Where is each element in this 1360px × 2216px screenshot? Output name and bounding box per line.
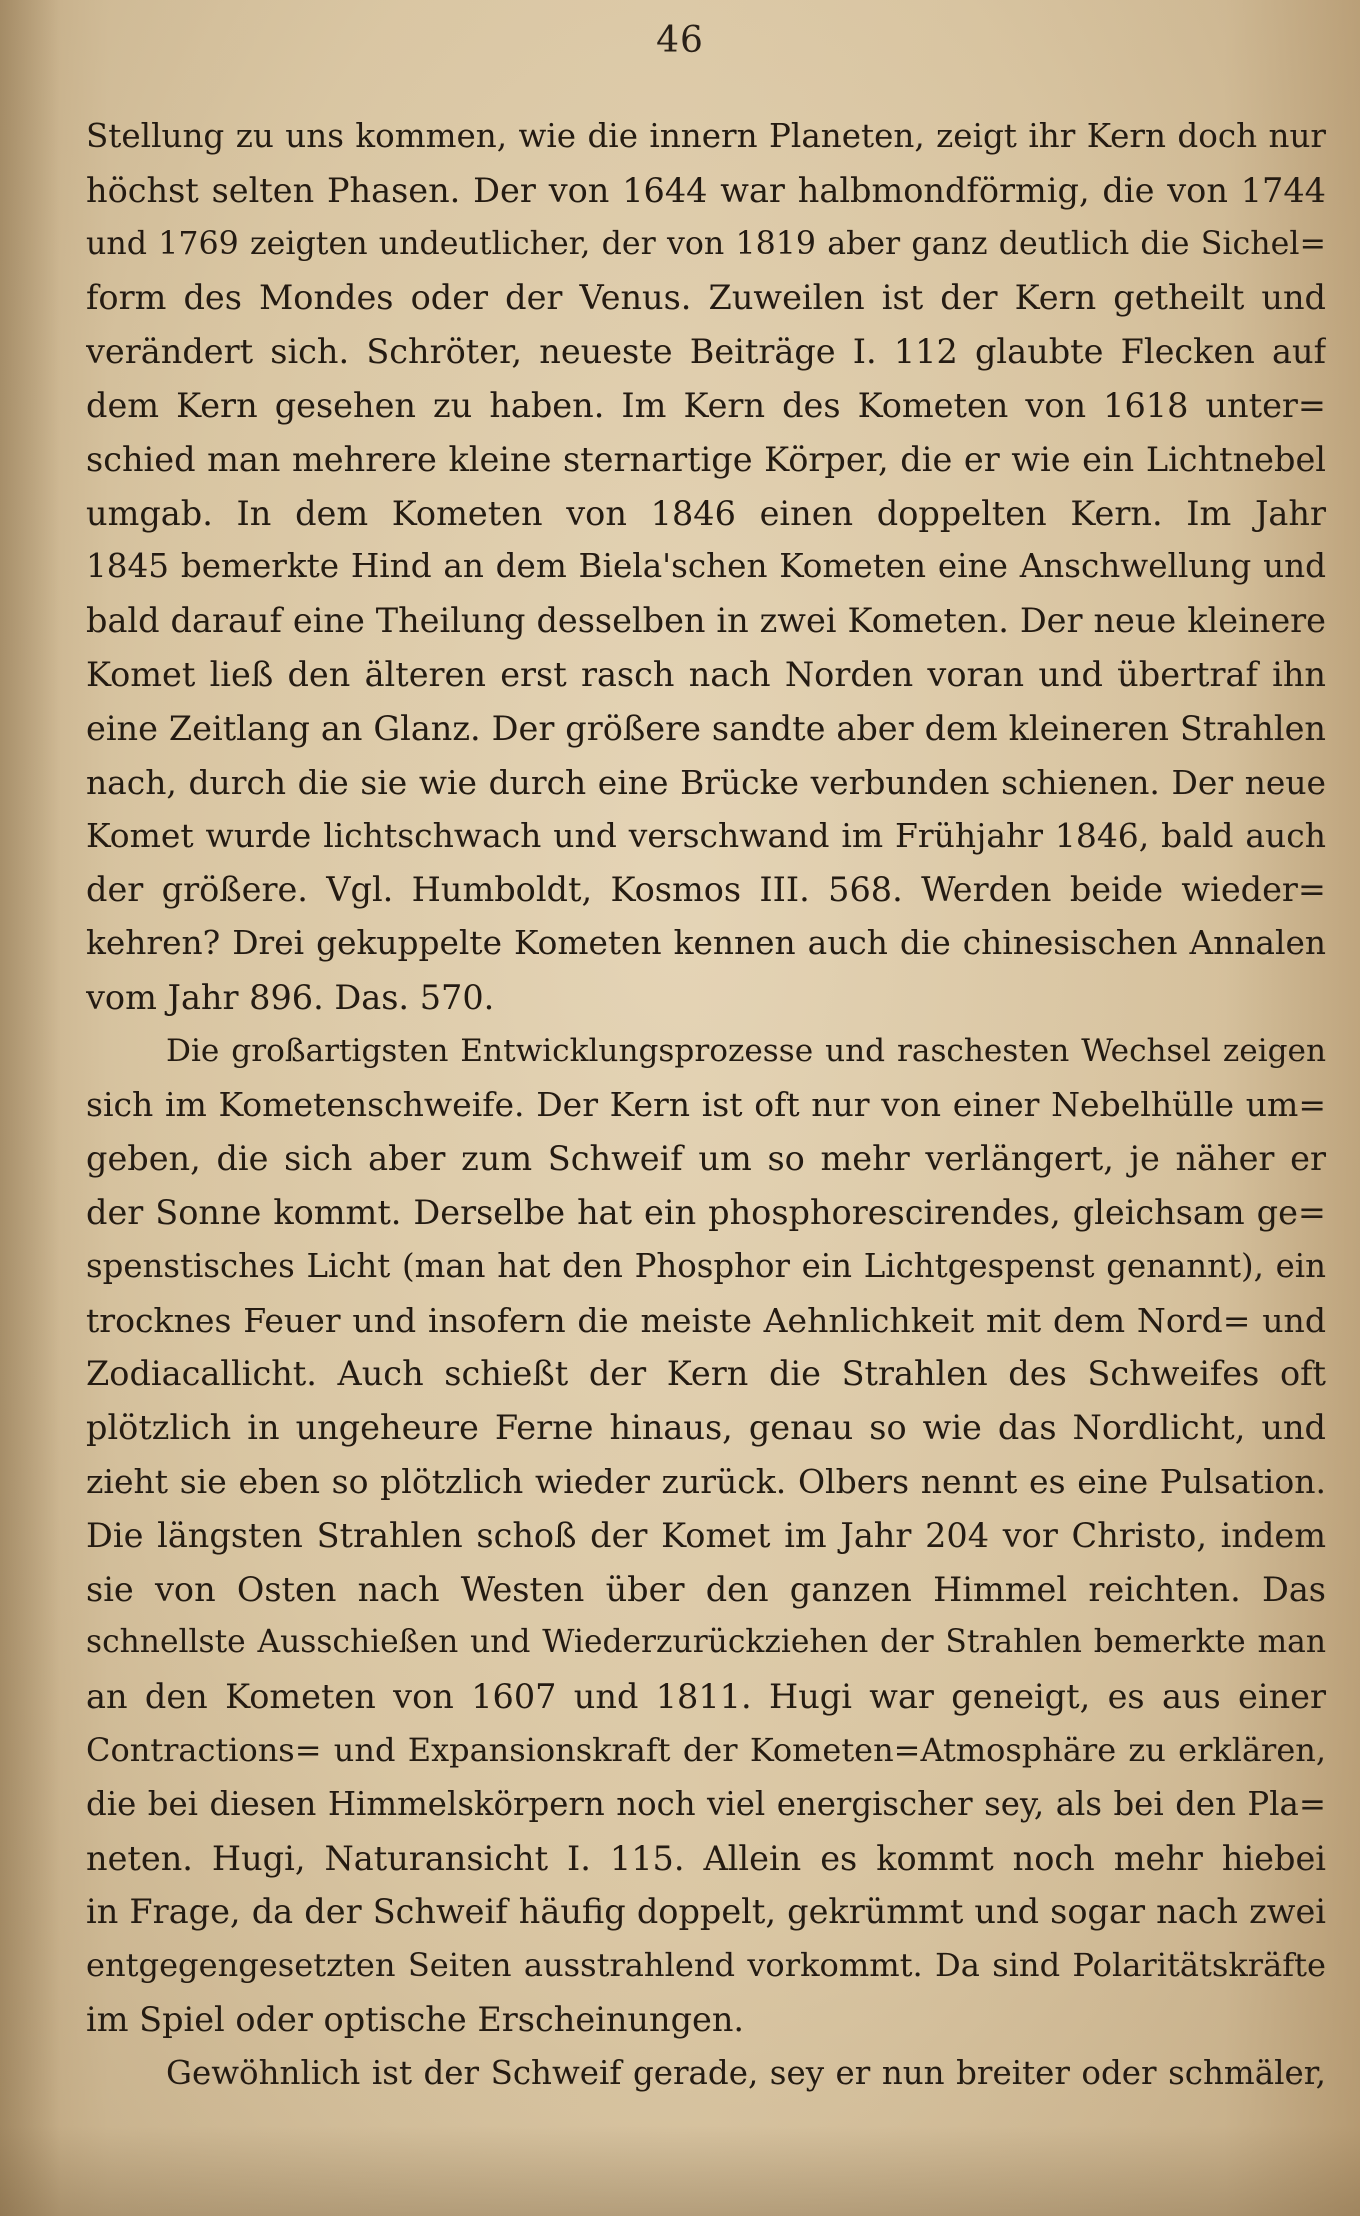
page-number: 46 bbox=[656, 20, 704, 61]
spine-shadow bbox=[0, 0, 60, 2216]
text-line: Zodiacallicht. Auch schießt der Kern die Strahlen des Schweifes oft bbox=[86, 1354, 1326, 1394]
text-line: dem Kern gesehen zu haben. Im Kern des Kometen von 1618 unter= bbox=[86, 385, 1326, 425]
text-line: 1845 bemerkte Hind an dem Biela'schen Kometen eine Anschwellung und bbox=[86, 547, 1326, 586]
text-line: verändert sich. Schröter, neueste Beiträge I. 112 glaubte Flecken auf bbox=[86, 332, 1326, 372]
text-line: schnellste Ausschießen und Wiederzurückziehen der Strahlen bemerkte man bbox=[86, 1624, 1326, 1661]
text-line: Die längsten Strahlen schoß der Komet im Jahr 204 vor Christo, indem bbox=[86, 1515, 1326, 1555]
text-line: kehren? Drei gekuppelte Kometen kennen auch die chinesischen Annalen bbox=[86, 923, 1326, 962]
text-line: höchst selten Phasen. Der von 1644 war halbmondförmig, die von 1744 bbox=[86, 170, 1326, 210]
text-line: trocknes Feuer und insofern die meiste Aehnlichkeit mit dem Nord= und bbox=[86, 1300, 1326, 1340]
text-line: sich im Kometenschweife. Der Kern ist oft nur von einer Nebelhülle um= bbox=[86, 1085, 1326, 1125]
text-line: die bei diesen Himmelskörpern noch viel energischer sey, als bei den Pla= bbox=[86, 1784, 1326, 1823]
text-line: der Sonne kommt. Derselbe hat ein phosphorescirendes, gleichsam ge= bbox=[86, 1192, 1326, 1232]
text-line: Gewöhnlich ist der Schweif gerade, sey er nun breiter oder schmäler, bbox=[166, 2053, 1326, 2092]
text-line: nach, durch die sie wie durch eine Brücke verbunden schienen. Der neue bbox=[86, 762, 1326, 802]
body-text bbox=[86, 110, 1326, 2100]
text-line: Komet wurde lichtschwach und verschwand im Frühjahr 1846, bald auch bbox=[86, 816, 1326, 856]
text-line: im Spiel oder optische Erscheinungen. bbox=[86, 1999, 745, 2039]
text-line: plötzlich in ungeheure Ferne hinaus, genau so wie das Nordlicht, und bbox=[86, 1408, 1326, 1448]
text-line: eine Zeitlang an Glanz. Der größere sandte aber dem kleineren Strahlen bbox=[86, 708, 1326, 748]
text-line: zieht sie eben so plötzlich wieder zurück. Olbers nennt es eine Pulsation. bbox=[86, 1461, 1326, 1501]
text-line: Die großartigsten Entwicklungsprozesse und raschesten Wechsel zeigen bbox=[166, 1032, 1326, 1069]
text-line: umgab. In dem Kometen von 1846 einen doppelten Kern. Im Jahr bbox=[86, 493, 1326, 533]
text-line: und 1769 zeigten undeutlicher, der von 1819 aber ganz deutlich die Sichel= bbox=[86, 225, 1326, 262]
text-line: in Frage, da der Schweif häufig doppelt, gekrümmt und sogar nach zwei bbox=[86, 1892, 1326, 1932]
text-line: bald darauf eine Theilung desselben in zwei Kometen. Der neue kleinere bbox=[86, 601, 1326, 641]
text-line: vom Jahr 896. Das. 570. bbox=[86, 977, 495, 1017]
text-line: der größere. Vgl. Humboldt, Kosmos III. 568. Werden beide wieder= bbox=[86, 870, 1326, 910]
text-line: form des Mondes oder der Venus. Zuweilen ist der Kern getheilt und bbox=[86, 278, 1326, 318]
text-line: an den Kometen von 1607 und 1811. Hugi war geneigt, es aus einer bbox=[86, 1677, 1326, 1717]
text-line: Stellung zu uns kommen, wie die innern Planeten, zeigt ihr Kern doch nur bbox=[86, 117, 1326, 155]
text-line: Contractions= und Expansionskraft der Kometen=Atmosphäre zu erklären, bbox=[86, 1730, 1326, 1769]
text-line: Komet ließ den älteren erst rasch nach Norden voran und übertraf ihn bbox=[86, 654, 1326, 694]
bottom-shadow bbox=[0, 2126, 1360, 2216]
text-line: neten. Hugi, Naturansicht I. 115. Allein es kommt noch mehr hiebei bbox=[86, 1838, 1326, 1878]
text-line: sie von Osten nach Westen über den ganzen Himmel reichten. Das bbox=[86, 1569, 1326, 1609]
text-line: schied man mehrere kleine sternartige Körper, die er wie ein Lichtnebel bbox=[86, 439, 1326, 479]
text-line: entgegengesetzten Seiten ausstrahlend vorkommt. Da sind Polaritätskräfte bbox=[86, 1946, 1326, 1985]
text-line: spenstisches Licht (man hat den Phosphor ein Lichtgespenst genannt), ein bbox=[86, 1246, 1326, 1285]
text-line: geben, die sich aber zum Schweif um so mehr verlängert, je näher er bbox=[86, 1139, 1326, 1179]
